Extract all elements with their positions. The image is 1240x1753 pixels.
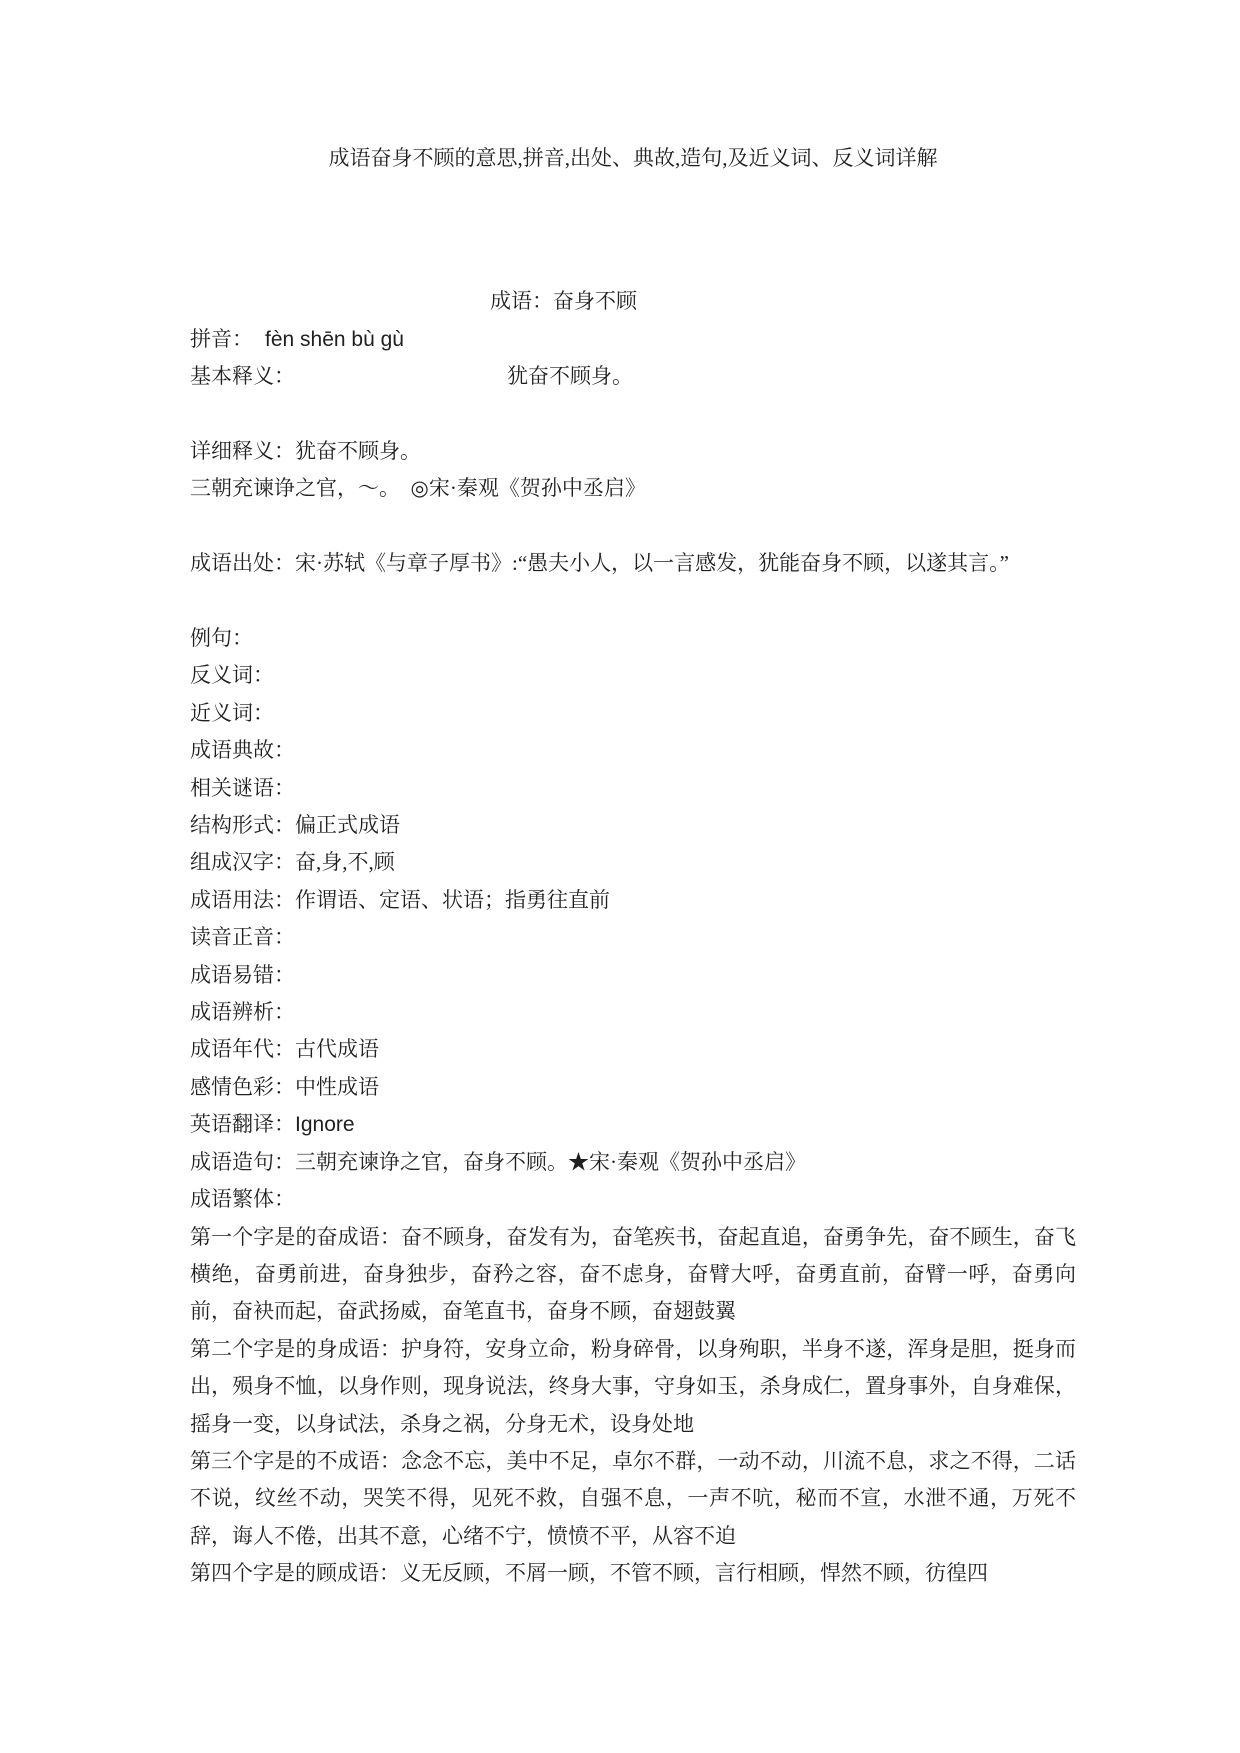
field-row-allusion [190,732,1076,769]
discrimination-label: 成语辨析： [190,1000,295,1025]
example-sentence-label: 例句： [190,626,253,651]
related-list-fourth-char-label: 第四个字是的顾成语： [190,1561,400,1586]
field-row-emotional-color [190,1069,1076,1106]
detailed-meaning-value: 犹奋不顾身。 [295,439,421,464]
usage-label: 成语用法： [190,887,295,912]
era-label: 成语年代： [190,1037,295,1062]
basic-meaning-label: 基本释义： [190,364,295,389]
related-list-second-char-value: 护身符，安身立命，粉身碎骨，以身殉职，半身不遂，浑身是胆，挺身而出，殒身不恤，以身作则，现身说法，终身大事，守身如玉，杀身成仁，置身事外，自身难保，摇身一变，以身试法，杀身之祸，分身无术，设身处地 [190,1336,1077,1436]
field-row-usage [190,882,1076,919]
field-row-characters [190,844,1076,881]
field-row-sentence-making [190,1144,1076,1181]
field-row-source [190,545,1076,582]
related-list-third-char [190,1443,1076,1555]
structure-value: 偏正式成语 [295,813,400,838]
pinyin-label: 拼音： [190,326,253,351]
traditional-form-label: 成语繁体： [190,1187,295,1212]
related-list-second-char [190,1331,1076,1443]
field-row-era [190,1031,1076,1068]
related-list-third-char-value: 念念不忘，美中不足，卓尔不群，一动不动，川流不息，求之不得，二话不说，纹丝不动，哭笑不得，见死不救，自强不息，一声不吭，秘而不宣，水泄不通，万死不辞，诲人不倦，出其不意，心绪不宁，愤愤不平，从容不迫 [190,1448,1077,1548]
field-row-basic-meaning [190,358,1076,395]
detailed-meaning-label: 详细释义： [190,439,295,464]
field-row-english-translation [190,1106,1076,1143]
source-label: 成语出处： [190,551,295,576]
related-list-third-char-label: 第三个字是的不成语： [190,1448,401,1473]
related-list-fourth-char [190,1555,1076,1592]
field-row-riddles [190,770,1076,807]
field-row-antonyms [190,657,1076,694]
related-list-second-char-label: 第二个字是的身成语： [190,1336,401,1361]
error-prone-label: 成语易错： [190,962,295,987]
riddles-label: 相关谜语： [190,775,295,800]
detailed-meaning-example: 三朝充谏诤之官，～。 ◎宋·秦观《贺孙中丞启》 [190,476,646,501]
field-row-pinyin [190,321,1076,358]
sentence-making-label: 成语造句： [190,1149,295,1174]
field-row-discrimination [190,994,1076,1031]
structure-label: 结构形式： [190,813,295,838]
related-list-first-char-value: 奋不顾身，奋发有为，奋笔疾书，奋起直追，奋勇争先，奋不顾生，奋飞横绝，奋勇前进，奋身独步，奋矜之容，奋不虑身，奋臂大呼，奋勇直前，奋臂一呼，奋勇向前，奋袂而起，奋武扬威，奋笔直书，奋身不顾，奋翅鼓翼 [190,1224,1077,1324]
characters-label: 组成汉字： [190,850,295,875]
field-row-synonyms [190,695,1076,732]
era-value: 古代成语 [295,1037,379,1062]
field-row-pronunciation [190,919,1076,956]
field-row-example-sentence [190,620,1076,657]
related-list-fourth-char-value: 义无反顾，不屑一顾，不管不顾，言行相顾，悍然不顾，彷徨四 [400,1561,988,1586]
field-row-traditional-form [190,1181,1076,1218]
document-content [190,140,1076,1593]
pinyin-value: fèn shēn bù gù [265,327,404,351]
synonyms-label: 近义词： [190,700,274,725]
characters-value: 奋,身,不,顾 [295,850,395,875]
sentence-making-value: 三朝充谏诤之官，奋身不顾。★宋·秦观《贺孙中丞启》 [295,1149,806,1174]
related-list-first-char [190,1219,1076,1331]
allusion-label: 成语典故： [190,738,295,763]
idiom-heading: 成语：奋身不顾 [490,289,637,314]
antonyms-label: 反义词： [190,663,274,688]
field-row-error-prone [190,957,1076,994]
page-title: 成语奋身不顾的意思,拼音,出处、典故,造句,及近义词、反义词详解 [328,146,938,170]
field-row-structure [190,807,1076,844]
pronunciation-label: 读音正音： [190,925,295,950]
basic-meaning-value: 犹奋不顾身。 [507,364,633,389]
usage-value: 作谓语、定语、状语；指勇往直前 [295,887,610,912]
english-translation-label: 英语翻译： [190,1112,295,1137]
related-list-first-char-label: 第一个字是的奋成语： [190,1224,401,1249]
emotional-color-value: 中性成语 [295,1074,379,1099]
field-row-detailed-meaning [190,433,1076,470]
emotional-color-label: 感情色彩： [190,1074,295,1099]
english-translation-value: Ignore [295,1113,355,1137]
source-value: 宋·苏轼《与章子厚书》:“愚夫小人，以一言感发，犹能奋身不顾，以遂其言。” [295,551,1009,576]
